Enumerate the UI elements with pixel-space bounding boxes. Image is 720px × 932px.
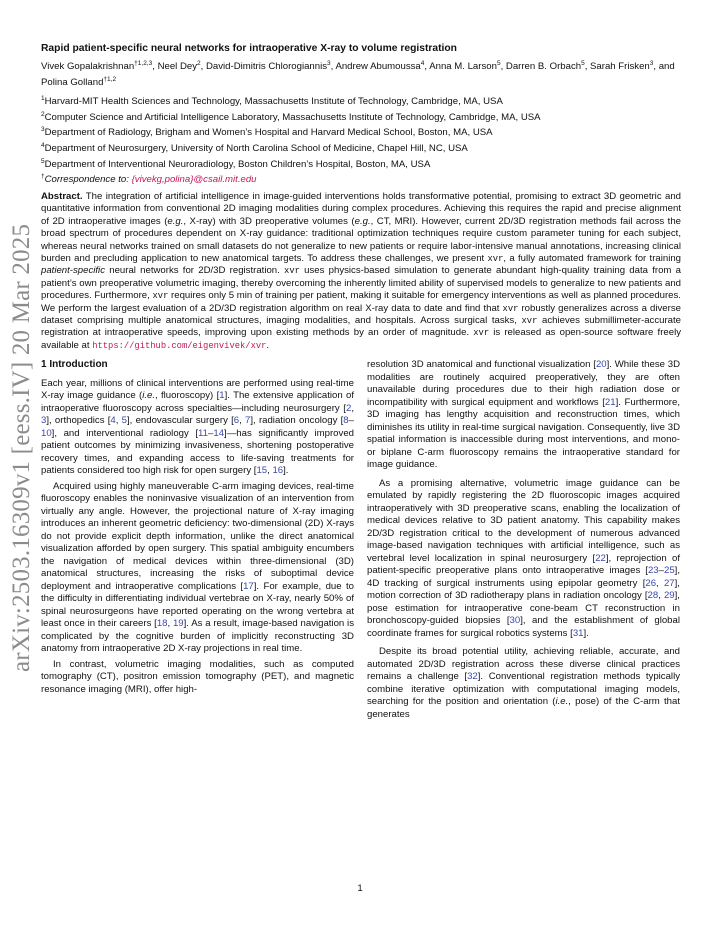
section-heading: 1 Introduction	[41, 359, 108, 370]
correspondence-email[interactable]: {vivekg,polina}@csail.mit.edu	[131, 174, 257, 186]
paragraph: In contrast, volumetric imaging modalities, such as computed tomography (CT), positron emission tomography (PET), and magnetic resonance imaging (MRI), offer high-	[41, 658, 354, 695]
paragraph: As a promising alternative, volumetric image guidance can be emulated by rapidly registering the 2D fluoroscopic images acquired intraoperatively with 3D preoperative scans, enabling the localization of medical devices relative to 3D patient anatomy. This capability makes 2D/3D registration critical to the development of numerous advanced image-based navigation techniques with artificial intelligence, such as vertebral level localization in spinal neurosurgery [22], reprojection of patient-specific preoperative plans onto intraoperative images [23–25], 4D tracking of surgical instruments using epipolar geometry [26, 27], motion correction of 3D radiotherapy plans in radiation oncology [28, 29], pose estimation for intraoperative cone-beam CT reconstruction in bronchoscopy-guided biopsies [30], and the establishment of global coordinate frames for surgical robotics systems [31].	[367, 477, 680, 639]
affiliations	[41, 93, 681, 187]
affiliation: $^4$Department of Neurosurgery, University of North Carolina School of Medicine, Chapel Hill, NC, USA	[41, 142, 468, 155]
affiliation: $^2$Computer Science and Artificial Intelligence Laboratory, Massachusetts Institute of Technology, Cambridge, MA, USA	[41, 110, 541, 123]
paragraph: Acquired using highly maneuverable C-arm imaging devices, real-time fluoroscopy enables the noninvasive visualization of an intervention from virtually any angle. However, the projectional nature of X-ray imaging introduces an inherent geometric deficiency: two-dimensional (2D) X-rays do not provide explicit depth information, unlike the direct anatomical visualization afforded by open surgery. This spatial ambiguity encumbers the navigation of medical devices within three-dimensional (3D) anatomical structures, increasing the risks of suboptimal device deployment and intraoperative complications [17]. For example, due to the difficulty in differentiating individual vertebrae on X-ray, nearly 50% of spinal neurosurgeons have reported operating on the wrong vertebra at least once in their careers [18, 19]. As a result, image-based navigation is complicated by the cognitive burden of implicitly reconstructing 3D anatomy from intraoperative 2D X-ray projections in real time.	[41, 480, 354, 654]
page-number: 1	[357, 883, 363, 894]
paragraph: Despite its broad potential utility, achieving reliable, accurate, and automated 2D/3D registration across these diverse clinical practices remains a challenge [32]. Conventional registration methods typically combine iterative optimization with computational imaging models, searching for the position and orientation (i.e., pose) of the C-arm that generates	[367, 646, 680, 720]
right-column	[367, 359, 680, 724]
affiliation: $^3$Department of Radiology, Brigham and Women’s Hospital and Harvard Medical School, Boston, MA, USA	[41, 126, 493, 139]
left-column	[41, 359, 354, 699]
paragraph: Each year, millions of clinical interventions are performed using real-time X-ray image guidance (i.e., fluoroscopy) [1]. The extensive application of intraoperative fluoroscopy across specialties—including neurosurgery [2, 3], orthopedics [4, 5], endovascular surgery [6, 7], radiation oncology [8–10], and interventional radiology [11–14]—has significantly improved patient outcomes by minimizing invasiveness, shortening postoperative recovery times, and expanding access to life-saving treatments for patients considered too high risk for open surgery [15, 16].	[41, 377, 354, 476]
affiliation: $^5$Department of Interventional Neuroradiology, Boston Children’s Hospital, Boston, MA, USA	[41, 157, 431, 170]
github-link[interactable]: https://github.com/eigenvivek/xvr	[92, 340, 267, 351]
arxiv-identifier: arXiv:2503.16309v1 [eess.IV] 20 Mar 2025	[8, 223, 35, 672]
abstract: Abstract. The integration of artificial intelligence in image-guided interventions holds transformative potential, promising to extract 3D geometric and quantitative information from conventional 2D imaging modalities during complex procedures. Achieving this requires the rapid and precise alignment of 2D intraoperative images (e.g., X-ray) with 3D preoperative volumes (e.g., CT, MRI). However, current 2D/3D registration methods fail across the broad spectrum of procedures dependent on X-ray guidance: traditional optimization techniques require custom parameter tuning for each subject, whereas neural networks trained on small datasets do not generalize to new patients or require labor-intensive manual annotations, increasing clinical burden and precluding application to new anatomical targets. To address these challenges, we present xvr, a fully automated framework for training patient-specific neural networks for 2D/3D registration. xvr uses physics-based simulation to generate abundant high-quality training data from a patient’s own preoperative volumetric imaging, thereby overcoming the inherently limited ability of supervised models to generalize to new patients and procedures. Furthermore, xvr requires only 5 min of training per patient, making it suitable for emergency interventions as well as planned procedures. We perform the largest evaluation of a 2D/3D registration algorithm on real X-ray data to date and find that xvr robustly generalizes across a diverse dataset comprising multiple anatomical structures, imaging modalities, and hospitals. Across surgical tasks, xvr achieves submillimeter-accurate registration at intraoperative speeds, improving upon existing methods by an order of magnitude. xvr is released as open-source software freely available at https://github.com/eigenvivek/xvr.	[41, 191, 682, 351]
affiliation: $^1$Harvard-MIT Health Sciences and Technology, Massachusetts Institute of Technology, Cambridge, MA, USA	[41, 95, 503, 108]
paragraph: resolution 3D anatomical and functional visualization [20]. While these 3D modalities are routinely acquired preoperatively, they are often unavailable during procedures due to their high radiation dose or incompatibility with surgical equipment and workflows [21]. Furthermore, 3D imaging has lengthy acquisition and reconstruction times, which diminishes its utility in real-time surgical navigation. Consequently, live 3D spatial information is inaccessible during most interventions, and mono- or biplane C-arm fluoroscopy remains the intraoperative standard for image guidance.	[367, 359, 680, 470]
correspondence: †Correspondence to: {vivekg,polina}@csail.mit.edu	[41, 173, 257, 186]
author-list: Vivek Gopalakrishnan$^{\dagger 1,2,3}$, Neel Dey$^2$, David-Dimitris Chlorogiannis$^3$, Andrew Abumoussa$^4$, Anna M. Larson$^5$, Darren B. Orbach$^5$, Sarah Frisken$^3$, and Polina Golland$^{\dagger 1,2}$	[41, 60, 675, 88]
paper-title: Rapid patient-specific neural networks for intraoperative X-ray to volume registration	[41, 43, 457, 54]
